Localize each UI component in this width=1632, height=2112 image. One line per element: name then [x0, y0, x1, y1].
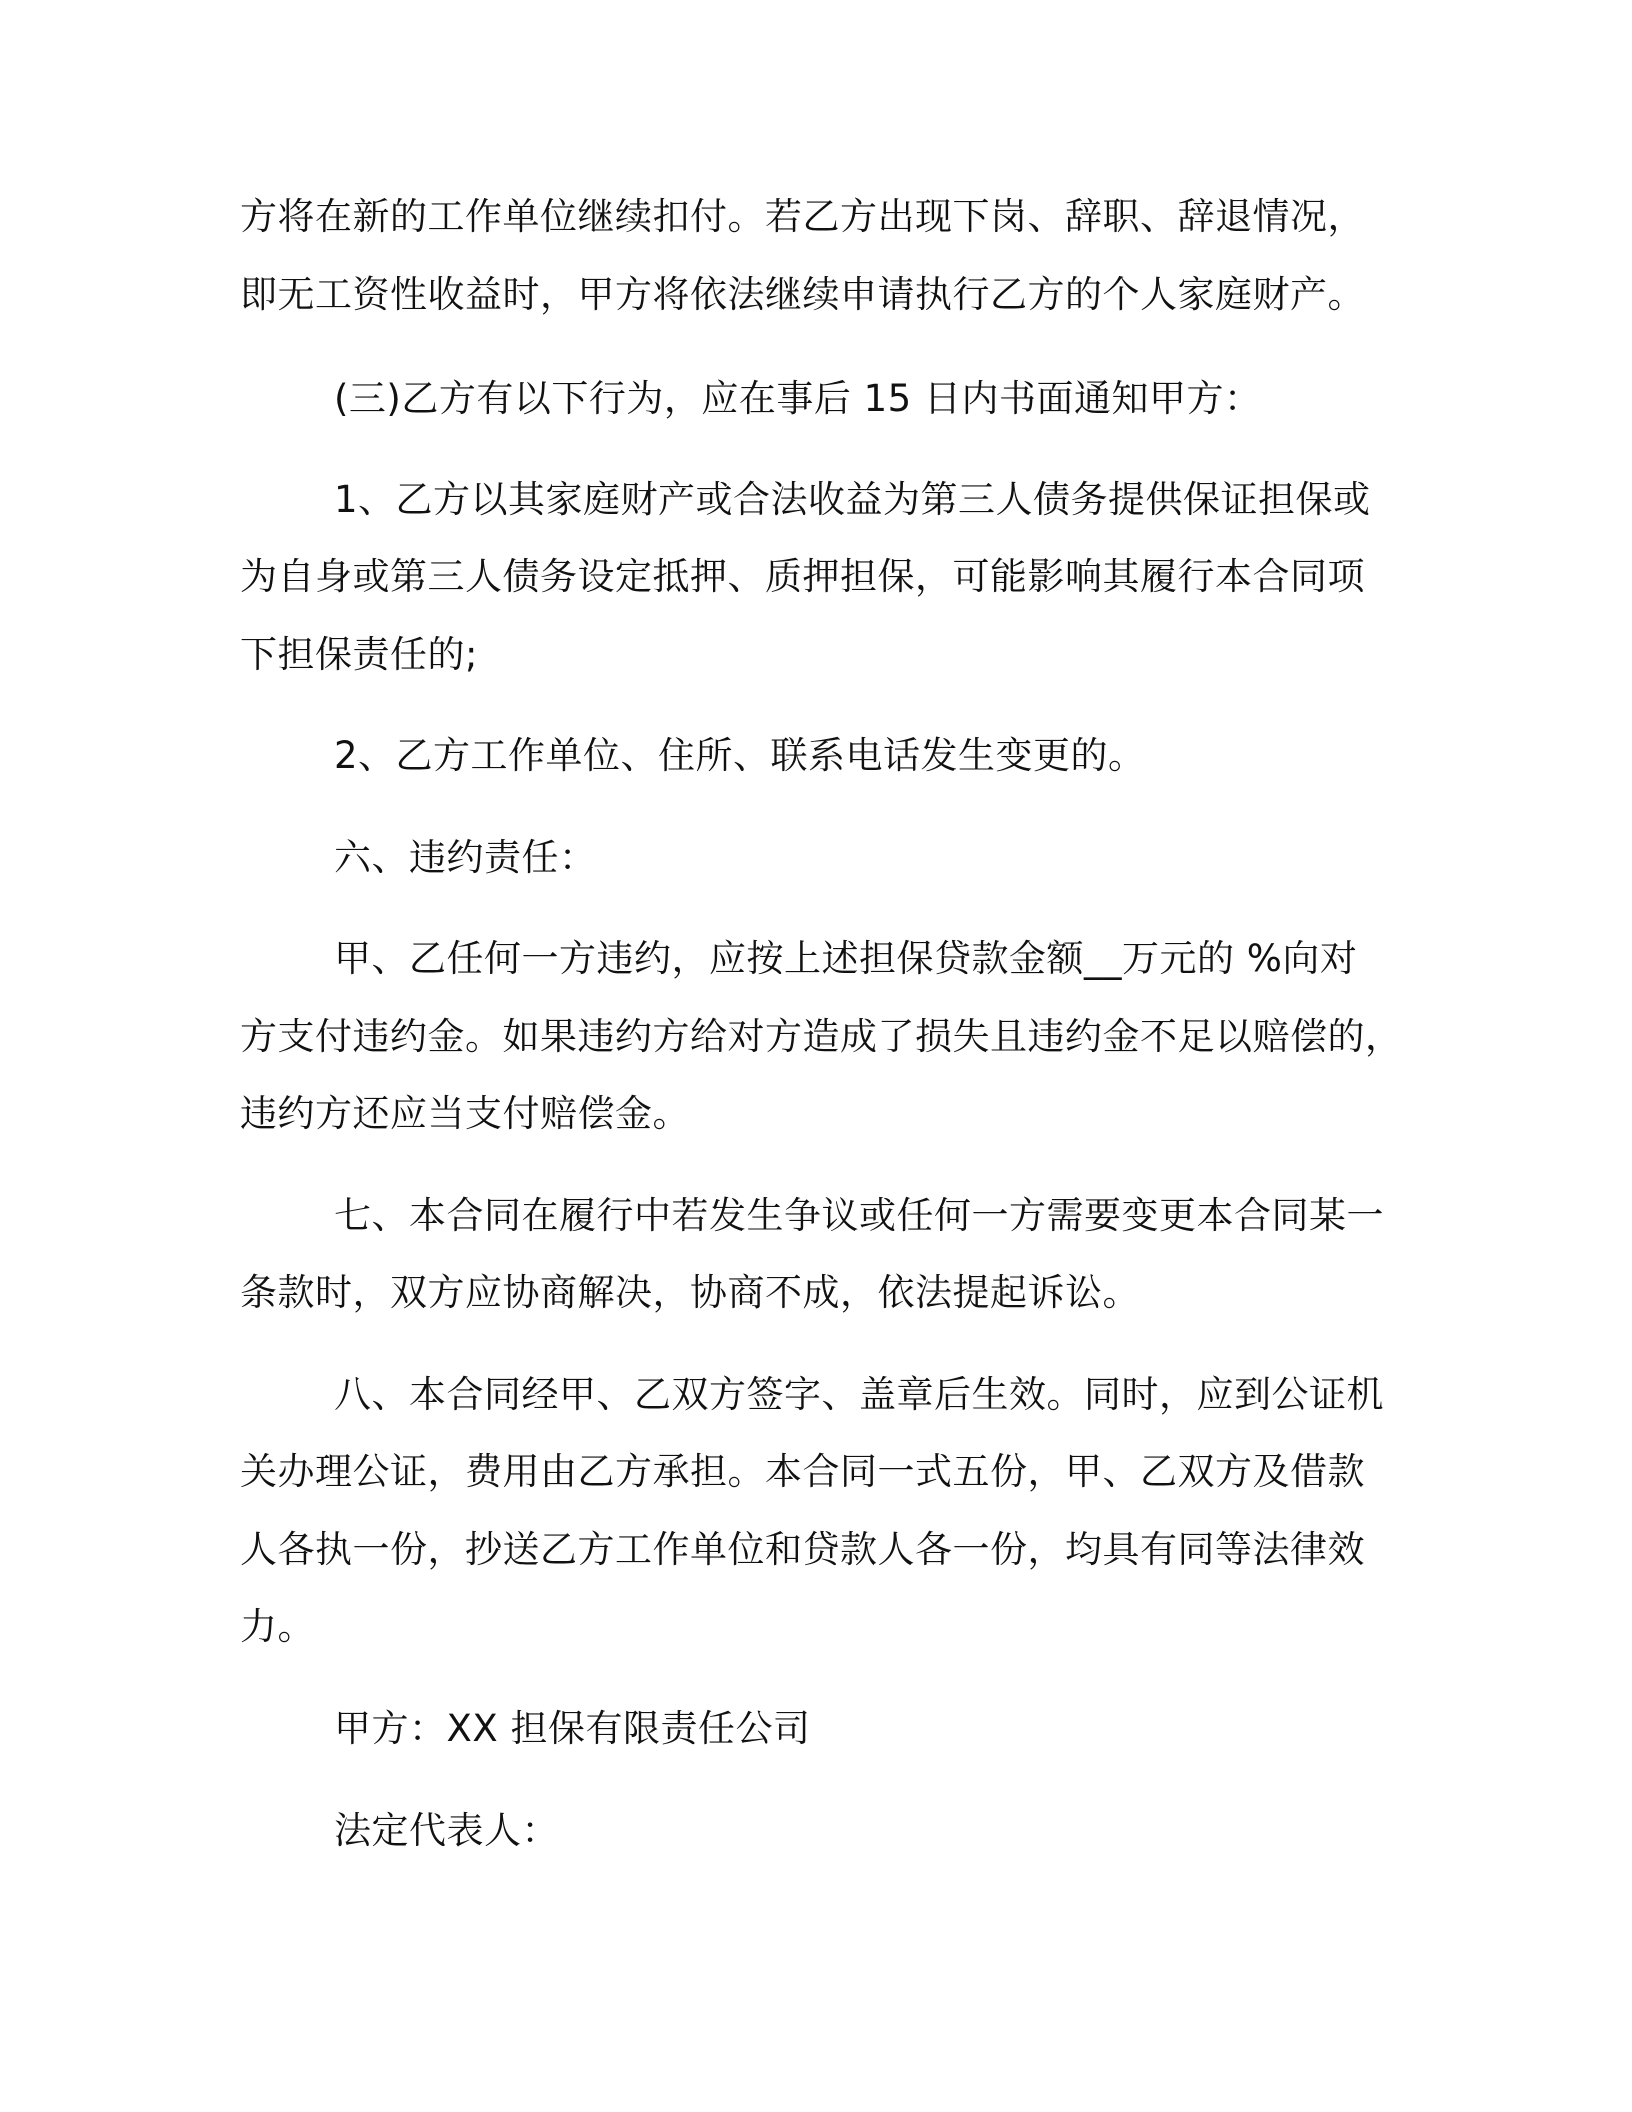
text-line: 1、乙方以其家庭财产或合法收益为第三人债务提供保证担保或 [334, 478, 1371, 521]
text-line: 关办理公证，费用由乙方承担。本合同一式五份，甲、乙双方及借款 [240, 1450, 1365, 1493]
text-line: 方将在新的工作单位继续扣付。若乙方出现下岗、辞职、辞退情况， [240, 195, 1365, 238]
section-heading: 六、违约责任： [334, 836, 597, 879]
text-line: 为自身或第三人债务设定抵押、质押担保，可能影响其履行本合同项 [240, 555, 1365, 598]
text-line: 即无工资性收益时，甲方将依法继续申请执行乙方的个人家庭财产。 [240, 273, 1365, 316]
text-line: 违约方还应当支付赔偿金。 [240, 1092, 690, 1135]
text-line: 七、本合同在履行中若发生争议或任何一方需要变更本合同某一 [334, 1194, 1384, 1237]
section-heading: (三)乙方有以下行为，应在事后 15 日内书面通知甲方： [334, 377, 1262, 420]
text-line: 八、本合同经甲、乙双方签字、盖章后生效。同时，应到公证机 [334, 1373, 1384, 1416]
text-line: 条款时，双方应协商解决，协商不成，依法提起诉讼。 [240, 1271, 1140, 1314]
text-line: 方支付违约金。如果违约方给对方造成了损失且违约金不足以赔偿的， [240, 1015, 1403, 1058]
text-line: 甲、乙任何一方违约，应按上述担保贷款金额__万元的 %向对 [334, 937, 1358, 980]
signature-party: 甲方：XX 担保有限责任公司 [334, 1707, 811, 1750]
text-line: 下担保责任的; [240, 633, 478, 676]
text-line: 人各执一份，抄送乙方工作单位和贷款人各一份，均具有同等法律效 [240, 1528, 1365, 1571]
text-line: 力。 [240, 1605, 315, 1648]
signature-representative: 法定代表人： [334, 1809, 559, 1852]
text-line: 2、乙方工作单位、住所、联系电话发生变更的。 [334, 734, 1146, 777]
